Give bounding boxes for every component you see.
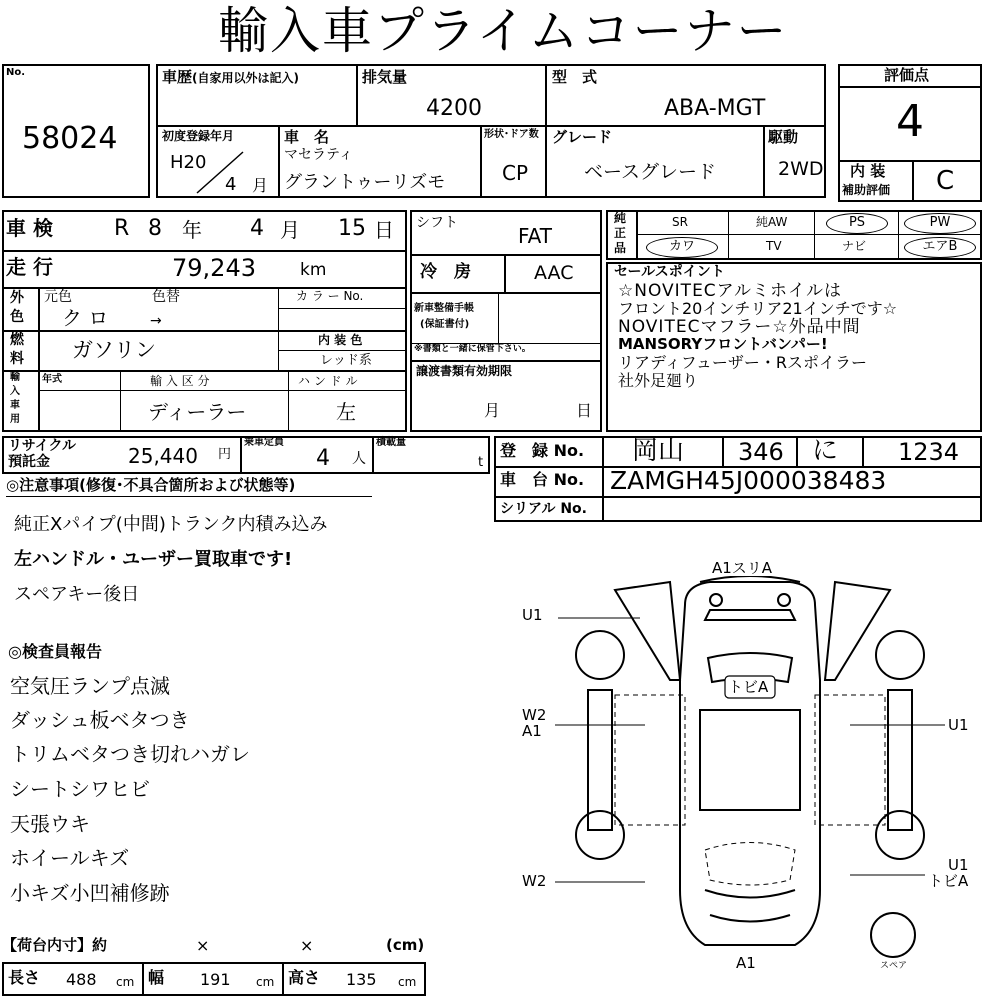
equip-sr: SR — [672, 215, 688, 229]
maintenance-label-1: 新車整備手帳 — [414, 303, 474, 314]
capacity-value: 4 — [316, 446, 330, 471]
car-damage-diagram — [520, 560, 980, 980]
load-label: 積載量 — [376, 437, 406, 448]
car-name: グラントゥーリズモ — [284, 172, 446, 193]
color-arrow: → — [150, 313, 162, 329]
inspection-era: R — [114, 216, 130, 241]
interior-score-label-1: 内 装 — [850, 162, 886, 180]
diagram-right-mid-label: U1 — [948, 716, 969, 734]
mileage-unit: km — [300, 260, 327, 280]
ac-value: AAC — [534, 262, 574, 284]
capacity-label: 乗車定員 — [244, 437, 284, 448]
interior-color-label: 内 装 色 — [318, 333, 363, 347]
sales-point-line: MANSORYフロントバンパー! — [618, 335, 828, 353]
sales-point-line: フロント20インチリア21インチです☆ — [618, 299, 898, 318]
equip-label-3: 品 — [614, 241, 627, 255]
cargo-height-cm: cm — [398, 975, 417, 989]
first-reg-month-unit: 月 — [252, 176, 269, 195]
color-side-2: 色 — [10, 309, 24, 325]
recycle-unit: 円 — [218, 447, 232, 462]
inspector-line: 天張ウキ — [10, 812, 90, 836]
fuel-side-2: 料 — [10, 351, 24, 367]
ac-label: 冷 房 — [420, 262, 471, 282]
displacement-value: 4200 — [426, 96, 482, 121]
displacement-label: 排気量 — [362, 68, 408, 86]
color-side-1: 外 — [10, 290, 24, 306]
interior-color-value: レッド系 — [320, 353, 372, 368]
cargo-length-label: 長さ — [8, 968, 41, 987]
transfer-day: 日 — [576, 401, 593, 420]
inspection-label: 車 検 — [6, 216, 53, 240]
car-name-label: 車 名 — [284, 128, 330, 146]
equip-label-2: 正 — [614, 226, 627, 240]
grade-value: ベースグレード — [584, 161, 717, 183]
cargo-length-cm: cm — [116, 975, 135, 989]
diagram-left-rear-label: W2 — [522, 872, 547, 890]
recycle-label-2: 預託金 — [8, 454, 50, 470]
import-side-4: 用 — [10, 414, 20, 425]
import-side-3: 車 — [10, 400, 20, 411]
load-unit: t — [478, 455, 484, 470]
registration-region: 岡山 — [632, 436, 685, 466]
interior-score-label-2: 補助評価 — [842, 183, 891, 197]
car-maker: マセラティ — [284, 147, 353, 163]
recycle-value: 25,440 — [128, 444, 198, 468]
diagram-left-mid-label-2: A1 — [522, 722, 542, 740]
handle-label: ハ ン ド ル — [298, 374, 358, 388]
inspector-line: シートシワヒビ — [10, 777, 150, 801]
inspection-month: 4 — [250, 216, 264, 241]
sales-points-label: セールスポイント — [614, 264, 725, 280]
interior-score-value: C — [936, 166, 955, 196]
equip-ps: PS — [826, 213, 888, 234]
note-line: スペアキー後日 — [14, 584, 140, 605]
cargo-unit: (cm) — [386, 936, 425, 954]
cargo-length: 488 — [66, 970, 97, 989]
import-type-label: 輸 入 区 分 — [150, 374, 210, 388]
registration-kana: に — [812, 436, 839, 466]
transfer-label: 譲渡書類有効期限 — [416, 364, 513, 378]
orig-color-label: 元色 — [44, 289, 72, 305]
registration-class: 346 — [738, 438, 784, 466]
inspection-month-unit: 月 — [280, 218, 300, 242]
first-reg-slash — [195, 150, 245, 195]
import-side-2: 入 — [10, 386, 20, 397]
inspector-line: 小キズ小凹補修跡 — [10, 881, 170, 905]
note-line: 純正Xパイプ(中間)トランク内積み込み — [14, 514, 328, 535]
model-label: 型 式 — [552, 68, 598, 86]
inspection-day-unit: 日 — [374, 218, 394, 242]
handle-value: 左 — [336, 400, 356, 424]
cargo-width: 191 — [200, 970, 231, 989]
maintenance-note: ※書類と一緒に保管下さい。 — [414, 344, 531, 354]
shift-label: シフト — [416, 215, 458, 231]
mileage-value: 79,243 — [172, 254, 256, 282]
chassis-value: ZAMGH45J000038483 — [610, 466, 887, 495]
serial-label: シリアル No. — [500, 501, 587, 517]
shape-label: 形状･ドア数 — [484, 129, 539, 140]
page-title: 輸入車プライムコーナー — [218, 2, 789, 60]
notes-header: ◎注意事項(修復･不具合箇所および状態等) — [6, 476, 296, 494]
recycle-label-1: リサイクル — [8, 438, 77, 454]
diagram-spare-label: スペア — [880, 961, 908, 971]
number-label: No. — [6, 67, 26, 78]
first-reg-era: H20 — [170, 152, 207, 173]
grade-label: グレード — [552, 128, 613, 146]
equip-pw: PW — [904, 213, 976, 234]
sales-point-line: リアディフューザー・Rスポイラー — [618, 353, 868, 372]
diagram-top-label: A1スリA — [712, 559, 773, 577]
diagram-right-rear-label-1: U1 — [948, 856, 969, 874]
score-value: 4 — [896, 96, 924, 147]
history-label: 車歴(自家用以外は記入) — [162, 68, 299, 86]
import-side-1: 輸 — [10, 372, 20, 383]
number-value: 58024 — [22, 121, 118, 156]
drive-label: 駆動 — [768, 128, 799, 146]
diagram-right-rear-label-2: トビA — [928, 872, 969, 890]
chassis-label: 車 台 No. — [500, 470, 585, 489]
sales-point-line: 社外足廻り — [618, 371, 699, 390]
drive-value: 2WD — [778, 158, 824, 180]
cargo-height-label: 高さ — [288, 968, 321, 987]
diagram-left-front-label: U1 — [522, 606, 543, 624]
cargo-height: 135 — [346, 970, 377, 989]
fuel-value: ガソリン — [72, 338, 156, 362]
inspection-day: 15 — [338, 216, 366, 241]
first-reg-label: 初度登録年月 — [162, 129, 235, 143]
cargo-header: 【荷台内寸】約 — [2, 936, 108, 954]
color-value: ク ロ — [62, 306, 109, 330]
inspector-line: 空気圧ランプ点滅 — [10, 674, 170, 698]
registration-label: 登 録 No. — [500, 441, 585, 460]
inspector-header: ◎検査員報告 — [8, 642, 102, 661]
cargo-x1: × — [196, 936, 210, 955]
model-value: ABA-MGT — [664, 96, 766, 121]
mileage-label: 走 行 — [6, 255, 53, 279]
equip-tv: TV — [766, 239, 782, 253]
maintenance-label-2: (保証書付) — [420, 319, 470, 330]
inspector-line: ホイールキズ — [10, 846, 130, 870]
diagram-bottom-label: A1 — [736, 954, 756, 972]
import-year-label: 年式 — [42, 374, 62, 385]
diagram-roof-label: トビA — [728, 678, 769, 696]
equip-leather: カワ — [646, 237, 718, 258]
inspection-year-unit: 年 — [182, 218, 202, 242]
score-label: 評価点 — [884, 66, 930, 84]
sales-point-line: NOVITECマフラー☆外品中間 — [618, 317, 861, 337]
import-type-value: ディーラー — [148, 400, 247, 424]
sales-point-line: ☆NOVITECアルミホイルは — [618, 281, 842, 301]
cargo-width-cm: cm — [256, 975, 275, 989]
color-code-label: カ ラ ー No. — [296, 289, 364, 303]
capacity-unit: 人 — [352, 451, 366, 467]
shape-value: CP — [502, 161, 529, 185]
shift-value: FAT — [518, 224, 553, 248]
fuel-side-1: 燃 — [10, 332, 24, 348]
transfer-month: 月 — [484, 401, 501, 420]
equip-label-1: 純 — [614, 211, 627, 225]
cargo-width-label: 幅 — [148, 968, 165, 987]
color-change-label: 色替 — [152, 289, 180, 305]
note-line: 左ハンドル・ユーザー買取車です! — [14, 549, 293, 570]
equip-airbag: エアB — [904, 237, 976, 258]
equip-aw: 純AW — [756, 215, 788, 229]
cargo-x2: × — [300, 936, 314, 955]
inspector-line: トリムベタつき切れハガレ — [10, 742, 250, 766]
inspector-line: ダッシュ板ベタつき — [10, 708, 190, 732]
registration-number: 1234 — [898, 438, 960, 466]
equip-navi: ナビ — [842, 239, 867, 253]
inspection-year: 8 — [148, 216, 162, 241]
sales-points-list — [618, 283, 897, 391]
first-reg-month: 4 — [225, 174, 237, 195]
diagram-left-mid-label-1: W2 — [522, 706, 547, 724]
